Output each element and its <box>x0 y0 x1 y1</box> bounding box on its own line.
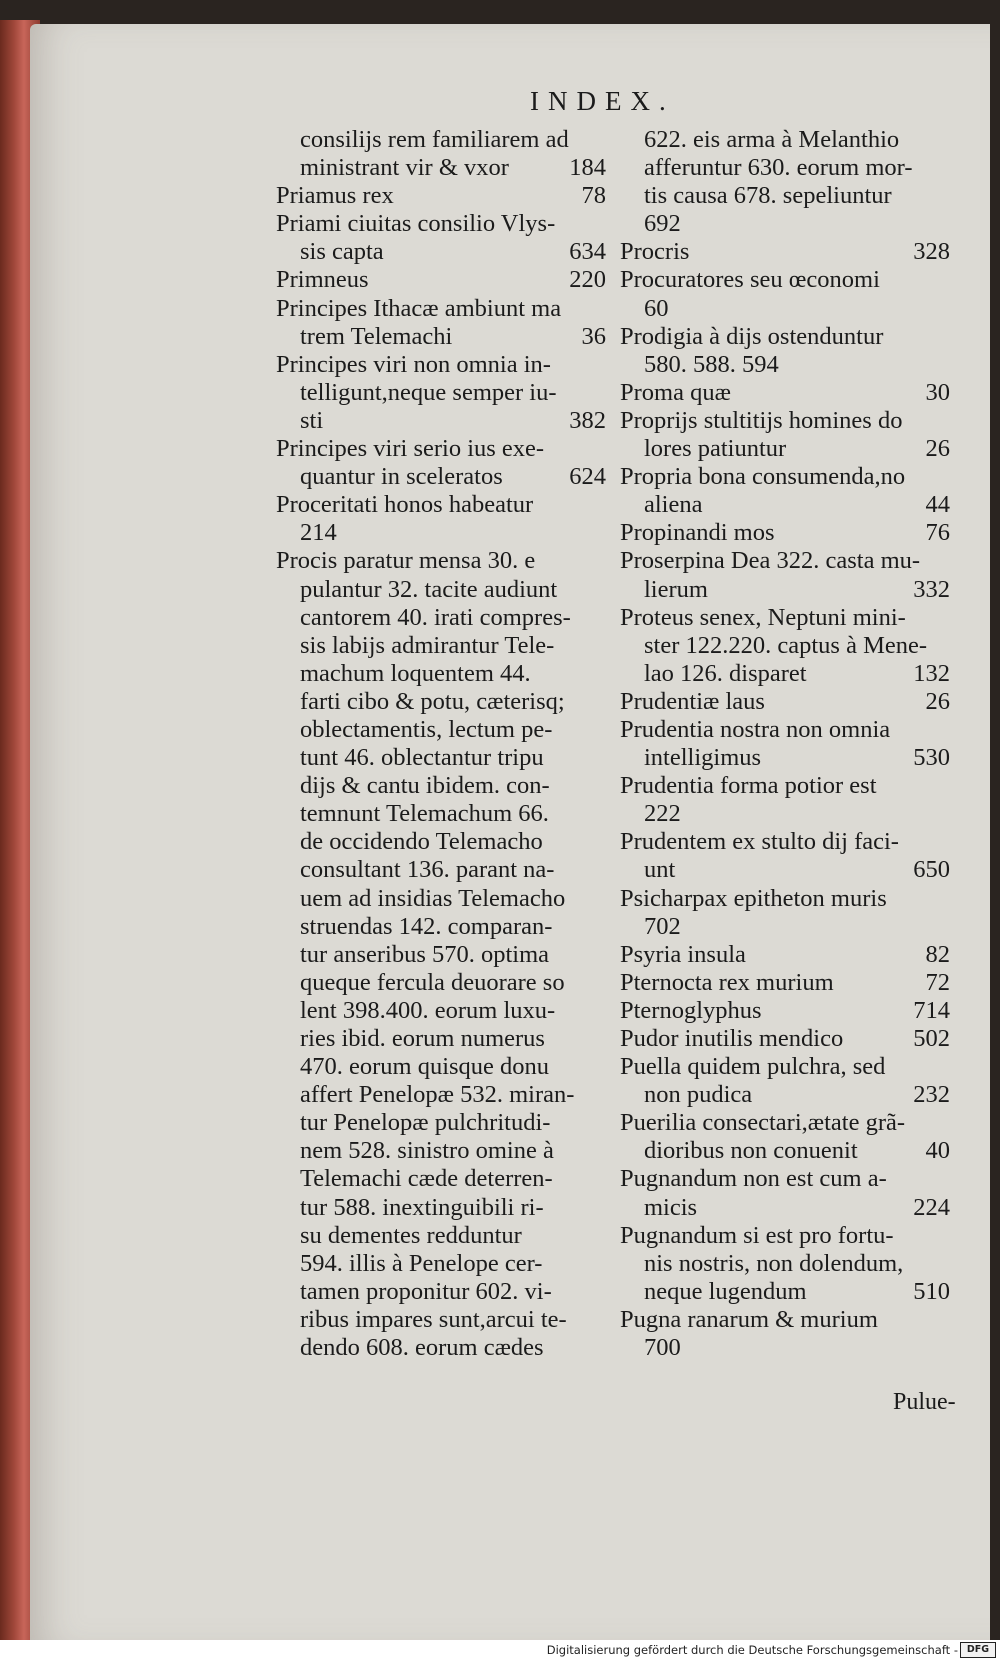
index-line <box>620 688 950 716</box>
index-line <box>620 772 950 800</box>
index-column-right <box>620 126 950 1362</box>
index-line <box>620 154 950 182</box>
page-number: 36 <box>581 322 606 350</box>
index-line <box>276 716 606 744</box>
index-entry-text: Prudentem ex stulto dij faci- <box>620 828 899 856</box>
index-line <box>620 913 950 941</box>
index-line <box>620 238 950 266</box>
index-line <box>276 463 606 491</box>
index-entry-text: Procuratores seu œconomi <box>620 266 880 294</box>
page-header: INDEX. <box>530 86 675 116</box>
index-line <box>620 182 950 210</box>
index-entry-text: aliena <box>644 491 703 519</box>
index-entry-text: Priami ciuitas consilio Vlys- <box>276 210 556 238</box>
index-entry-text: struendas 142. comparan- <box>300 912 553 940</box>
index-line <box>276 266 606 294</box>
index-entry-text: 700 <box>644 1334 681 1362</box>
index-entry-text: Proceritati honos habeatur <box>276 491 534 519</box>
index-entry-text: uem ad insidias Telemacho <box>300 884 566 912</box>
index-line <box>276 323 606 351</box>
index-entry-text: Priamus rex <box>276 182 394 210</box>
index-line <box>276 997 606 1025</box>
index-entry-text: machum loquentem 44. <box>300 659 531 687</box>
index-line <box>276 1165 606 1193</box>
index-entry-text: lao 126. disparet <box>644 659 807 687</box>
index-line <box>620 295 950 323</box>
index-entry-text: quantur in sceleratos <box>300 463 503 491</box>
index-line <box>276 1306 606 1334</box>
index-line <box>276 519 606 547</box>
index-entry-text: Puerilia consectari,ætate grã- <box>620 1109 906 1137</box>
index-line <box>276 828 606 856</box>
index-line <box>620 604 950 632</box>
index-entry-text: unt <box>644 856 676 884</box>
index-entry-text: Propria bona consumenda,no <box>620 463 906 491</box>
index-line <box>276 1081 606 1109</box>
index-line <box>276 547 606 575</box>
index-line <box>620 1025 950 1053</box>
index-entry-text: Telemachi cæde deterren- <box>300 1165 553 1193</box>
index-entry-text: Pternocta rex murium <box>620 968 834 996</box>
index-entry-text: 594. illis à Penelope cer- <box>300 1249 543 1277</box>
index-entry-text: trem Telemachi <box>300 322 453 350</box>
index-entry-text: nem 528. sinistro omine à <box>300 1137 554 1165</box>
index-entry-text: Pugnandum non est cum a- <box>620 1165 887 1193</box>
page-number: 224 <box>913 1193 950 1221</box>
index-line <box>276 772 606 800</box>
index-line <box>620 632 950 660</box>
index-entry-text: 60 <box>644 294 669 322</box>
index-line <box>276 1025 606 1053</box>
page-number: 634 <box>569 238 606 266</box>
dfg-logo-icon: DFG <box>960 1642 996 1658</box>
page-number: 40 <box>925 1137 950 1165</box>
page-number: 624 <box>569 463 606 491</box>
index-entry-text: micis <box>644 1193 698 1221</box>
index-line <box>620 463 950 491</box>
index-line <box>620 885 950 913</box>
catchword: Pulue- <box>893 1389 956 1415</box>
index-line <box>620 491 950 519</box>
index-line <box>276 856 606 884</box>
page-number: 26 <box>925 687 950 715</box>
index-entry-text: consultant 136. parant na- <box>300 856 555 884</box>
index-line <box>620 210 950 238</box>
index-entry-text: neque lugendum <box>644 1277 807 1305</box>
page-number: 530 <box>913 744 950 772</box>
index-entry-text: de occidendo Telemacho <box>300 828 543 856</box>
page-number: 78 <box>581 182 606 210</box>
index-entry-text: nis nostris, non dolendum, <box>644 1249 904 1277</box>
index-entry-text: 222 <box>644 800 681 828</box>
index-entry-text: telligunt,neque semper iu- <box>300 378 557 406</box>
index-line <box>620 997 950 1025</box>
page-number: 510 <box>913 1277 950 1305</box>
index-line <box>276 660 606 688</box>
page-number: 650 <box>913 856 950 884</box>
index-line <box>276 1334 606 1362</box>
index-entry-text: Pudor inutilis mendico <box>620 1025 844 1052</box>
index-entry-text: Pugnandum si est pro fortu- <box>620 1221 894 1249</box>
index-entry-text: sti <box>300 406 324 434</box>
index-entry-text: tamen proponitur 602. vi- <box>300 1277 552 1305</box>
index-entry-text: 692 <box>644 210 681 238</box>
index-entry-text: non pudica <box>644 1081 753 1109</box>
index-entry-text: Principes Ithacæ ambiunt ma <box>276 294 562 322</box>
index-entry-text: Prudentia forma potior est <box>620 772 877 800</box>
index-line <box>276 604 606 632</box>
index-entry-text: Proserpina Dea 322. casta mu- <box>620 547 921 575</box>
index-entry-text: Puella quidem pulchra, sed <box>620 1053 886 1081</box>
index-entry-text: farti cibo & potu, cæterisq; <box>300 687 565 715</box>
index-entry-text: tur Penelopæ pulchritudi- <box>300 1109 551 1137</box>
index-line <box>620 856 950 884</box>
index-line <box>620 1222 950 1250</box>
index-entry-text: Pugna ranarum & murium <box>620 1305 878 1333</box>
index-line <box>276 1137 606 1165</box>
index-line <box>276 969 606 997</box>
index-line <box>276 154 606 182</box>
index-line <box>276 632 606 660</box>
index-line <box>620 351 950 379</box>
page-number: 76 <box>925 519 950 547</box>
index-entry-text: Psyria insula <box>620 940 746 968</box>
index-entry-text: lent 398.400. eorum luxu- <box>300 996 556 1024</box>
index-line <box>276 182 606 210</box>
index-line <box>620 941 950 969</box>
index-line <box>276 1278 606 1306</box>
index-line <box>276 1109 606 1137</box>
index-line <box>276 885 606 913</box>
index-entry-text: consilijs rem familiarem ad <box>300 126 569 153</box>
index-line <box>620 323 950 351</box>
index-line <box>276 491 606 519</box>
index-entry-text: Principes viri serio ius exe- <box>276 435 545 463</box>
index-line <box>620 1165 950 1193</box>
index-entry-text: Principes viri non omnia in- <box>276 350 551 378</box>
index-entry-text: 214 <box>300 519 337 547</box>
page-number: 72 <box>925 968 950 996</box>
index-entry-text: ries ibid. eorum numerus <box>300 1025 545 1052</box>
index-entry-text: su dementes redduntur <box>300 1221 522 1249</box>
index-line <box>620 1250 950 1278</box>
index-line <box>276 576 606 604</box>
index-entry-text: cantorem 40. irati compres- <box>300 603 571 631</box>
index-line <box>620 1194 950 1222</box>
index-entry-text: queque fercula deuorare so <box>300 968 565 996</box>
index-entry-text: Prudentia nostra non omnia <box>620 715 891 743</box>
index-entry-text: 702 <box>644 912 681 940</box>
index-line <box>276 295 606 323</box>
index-entry-text: pulantur 32. tacite audiunt <box>300 575 558 603</box>
index-entry-text: oblectamentis, lectum pe- <box>300 715 553 743</box>
index-line <box>276 1053 606 1081</box>
index-line <box>276 1194 606 1222</box>
index-entry-text: dijs & cantu ibidem. con- <box>300 772 550 800</box>
index-entry-text: Proteus senex, Neptuni mini- <box>620 603 906 631</box>
index-line <box>276 1222 606 1250</box>
index-entry-text: Psicharpax epitheton muris <box>620 884 887 912</box>
index-entry-text: tur anseribus 570. optima <box>300 940 550 968</box>
page-number: 26 <box>925 435 950 463</box>
index-line <box>620 1137 950 1165</box>
index-entry-text: ministrant vir & vxor <box>300 154 509 182</box>
index-entry-text: 622. eis arma à Melanthio <box>644 126 900 153</box>
index-entry-text: Procis paratur mensa 30. e <box>276 547 536 575</box>
page-number: 332 <box>913 575 950 603</box>
index-entry-text: tur 588. inextinguibili ri- <box>300 1193 544 1221</box>
index-line <box>620 660 950 688</box>
index-line <box>620 1306 950 1334</box>
index-line <box>620 1334 950 1362</box>
index-line <box>620 126 950 154</box>
page-number: 382 <box>569 406 606 434</box>
index-entry-text: Prudentiæ laus <box>620 687 765 715</box>
page-number: 30 <box>925 378 950 406</box>
index-line <box>620 519 950 547</box>
index-line <box>276 744 606 772</box>
index-line <box>620 407 950 435</box>
index-entry-text: Proma quæ <box>620 378 731 406</box>
page-number: 328 <box>913 238 950 266</box>
page-number: 184 <box>569 154 606 182</box>
index-line <box>276 435 606 463</box>
page-number: 82 <box>925 940 950 968</box>
index-line <box>620 576 950 604</box>
index-line <box>276 407 606 435</box>
index-entry-text: tis causa 678. sepeliuntur <box>644 182 892 210</box>
index-line <box>620 716 950 744</box>
page-number: 714 <box>913 996 950 1024</box>
index-line <box>620 1278 950 1306</box>
index-line <box>620 1053 950 1081</box>
index-entry-text: lierum <box>644 575 708 603</box>
index-line <box>276 1250 606 1278</box>
index-line <box>276 126 606 154</box>
index-line <box>276 351 606 379</box>
index-line <box>620 800 950 828</box>
index-entry-text: intelligimus <box>644 744 762 772</box>
index-line <box>620 1081 950 1109</box>
index-entry-text: Procris <box>620 238 690 266</box>
index-entry-text: affert Penelopæ 532. miran- <box>300 1081 575 1109</box>
index-line <box>620 828 950 856</box>
index-line <box>620 547 950 575</box>
page-number: 44 <box>925 491 950 519</box>
index-line <box>620 744 950 772</box>
index-entry-text: afferuntur 630. eorum mor- <box>644 154 913 182</box>
page-number: 132 <box>913 659 950 687</box>
index-line <box>620 1109 950 1137</box>
page-number: 502 <box>913 1025 950 1052</box>
index-line <box>620 379 950 407</box>
index-line <box>276 688 606 716</box>
index-line <box>620 266 950 294</box>
index-line <box>276 800 606 828</box>
index-line <box>620 969 950 997</box>
index-column-left <box>276 126 606 1362</box>
index-entry-text: ribus impares sunt,arcui te- <box>300 1305 567 1333</box>
index-entry-text: Prodigia à dijs ostenduntur <box>620 322 884 350</box>
index-line <box>620 435 950 463</box>
index-entry-text: 580. 588. 594 <box>644 350 779 378</box>
index-entry-text: ster 122.220. captus à Mene- <box>644 631 928 659</box>
index-entry-text: sis labijs admirantur Tele- <box>300 631 555 659</box>
index-entry-text: 470. eorum quisque donu <box>300 1053 550 1081</box>
index-entry-text: Propinandi mos <box>620 519 775 547</box>
footer-credit: Digitalisierung gefördert durch die Deutsche Forschungsgemeinschaft - <box>546 1643 958 1657</box>
index-entry-text: dendo 608. eorum cædes <box>300 1334 544 1362</box>
index-entry-text: lores patiuntur <box>644 435 787 463</box>
page-number: 232 <box>913 1081 950 1109</box>
index-entry-text: dioribus non conuenit <box>644 1137 858 1165</box>
index-line <box>276 238 606 266</box>
index-line <box>276 913 606 941</box>
index-entry-text: Proprijs stultitijs homines do <box>620 406 903 434</box>
index-entry-text: sis capta <box>300 238 384 266</box>
index-entry-text: Primneus <box>276 266 369 294</box>
index-entry-text: Pternoglyphus <box>620 996 762 1024</box>
index-entry-text: temnunt Telemachum 66. <box>300 800 549 828</box>
index-entry-text: tunt 46. oblectantur tripu <box>300 744 544 772</box>
index-line <box>276 941 606 969</box>
index-line <box>276 210 606 238</box>
page-number: 220 <box>569 266 606 294</box>
index-line <box>276 379 606 407</box>
